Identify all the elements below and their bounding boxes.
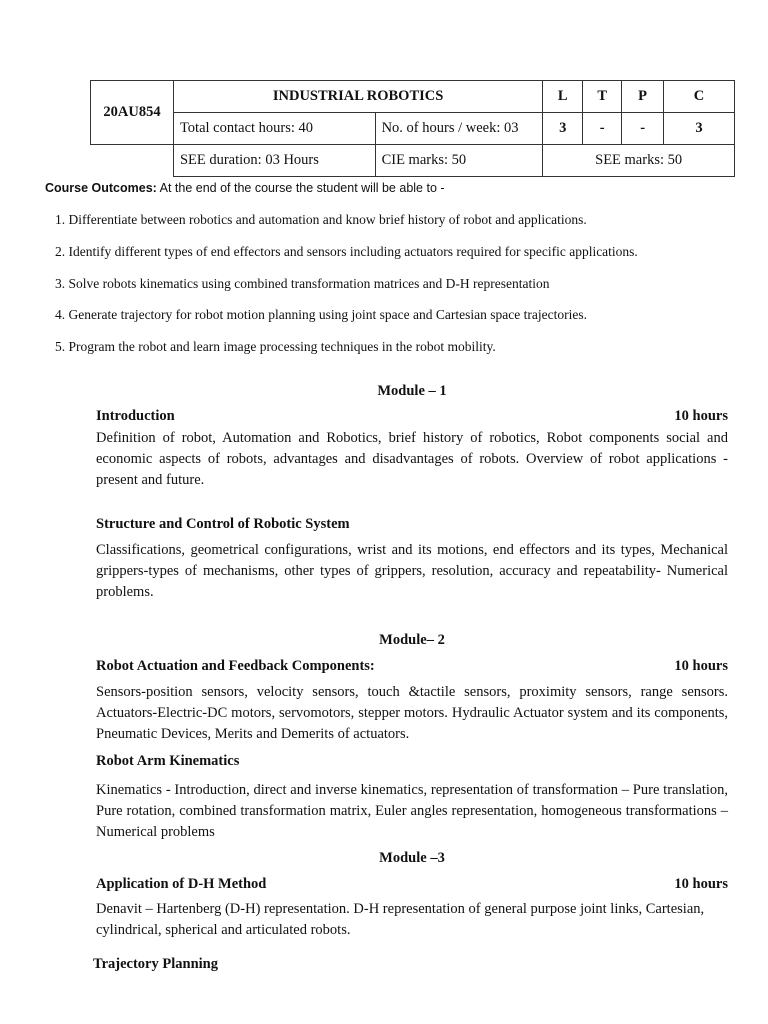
section-heading-dh-method bbox=[96, 876, 728, 893]
cie-marks: CIE marks: 50 bbox=[375, 145, 543, 177]
ltpc-header-c: C bbox=[664, 81, 735, 113]
section-heading-structure-control bbox=[96, 516, 728, 533]
module-2-title: Module– 2 bbox=[379, 632, 445, 648]
outcome-item: 3. Solve robots kinematics using combined transformation matrices and D-H representation bbox=[55, 276, 550, 291]
section-text-dh-method: Denavit – Hartenberg (D-H) representation. D-H representation of general purpose joint links, Cartesian, cylindrical, spherical and articulated robots. bbox=[96, 901, 705, 938]
see-duration: SEE duration: 03 Hours bbox=[173, 145, 375, 177]
section-hours: 10 hours bbox=[674, 408, 728, 424]
section-hours: 10 hours bbox=[674, 876, 728, 892]
section-title: Trajectory Planning bbox=[93, 956, 218, 972]
section-title: Structure and Control of Robotic System bbox=[96, 516, 350, 532]
section-title: Application of D-H Method bbox=[96, 876, 267, 892]
course-outcomes-intro bbox=[45, 181, 445, 195]
ltpc-value-t: - bbox=[583, 113, 622, 145]
module-1-title: Module – 1 bbox=[377, 383, 447, 399]
section-heading-introduction bbox=[96, 408, 728, 425]
see-marks: SEE marks: 50 bbox=[543, 145, 735, 177]
ltpc-value-c: 3 bbox=[664, 113, 735, 145]
course-info-table bbox=[90, 80, 735, 177]
ltpc-header-p: P bbox=[622, 81, 664, 113]
ltpc-value-l: 3 bbox=[543, 113, 583, 145]
course-outcomes-label: Course Outcomes: bbox=[45, 181, 157, 195]
total-contact-hours: Total contact hours: 40 bbox=[173, 113, 375, 145]
section-title: Robot Actuation and Feedback Components: bbox=[96, 658, 375, 674]
blank-cell bbox=[91, 145, 174, 177]
section-text-arm-kinematics: Kinematics - Introduction, direct and inverse kinematics, representation of transformation – Pure translation, Pure rotation, combined transformation matrix, Euler angles representation, homogeneous transformations – Numerical problems bbox=[96, 782, 728, 840]
section-heading-trajectory-planning bbox=[93, 956, 725, 973]
outcome-item: 5. Program the robot and learn image processing techniques in the robot mobility. bbox=[55, 339, 496, 354]
hours-per-week: No. of hours / week: 03 bbox=[375, 113, 543, 145]
module-3-title: Module –3 bbox=[379, 850, 445, 866]
section-hours: 10 hours bbox=[674, 658, 728, 674]
section-text-introduction: Definition of robot, Automation and Robotics, brief history of robotics, Robot components social and economic aspects of robots, advantages and disadvantages of robots. Overview of robot applications - present and future. bbox=[96, 430, 728, 488]
section-text-structure-control: Classifications, geometrical configurations, wrist and its motions, end effectors and its types, Mechanical grippers-types of mechanisms, other types of grippers, resolution, accuracy and repeatability- Numerical problems. bbox=[96, 542, 728, 600]
outcome-item: 1. Differentiate between robotics and automation and know brief history of robot and applications. bbox=[55, 212, 587, 227]
outcome-item: 4. Generate trajectory for robot motion planning using joint space and Cartesian space trajectories. bbox=[55, 307, 587, 322]
section-heading-actuation-feedback bbox=[96, 658, 728, 675]
ltpc-header-l: L bbox=[543, 81, 583, 113]
outcome-item: 2. Identify different types of end effectors and sensors including actuators required for specific applications. bbox=[55, 244, 638, 259]
section-heading-arm-kinematics bbox=[96, 753, 728, 770]
section-title: Robot Arm Kinematics bbox=[96, 753, 240, 769]
course-title: INDUSTRIAL ROBOTICS bbox=[173, 81, 542, 113]
course-code: 20AU854 bbox=[91, 81, 174, 145]
section-title: Introduction bbox=[96, 408, 175, 424]
section-text-actuation-feedback: Sensors-position sensors, velocity sensors, touch &tactile sensors, proximity sensors, range sensors. Actuators-Electric-DC motors, servomotors, stepper motors. Hydraulic Actuator system and its components, Pneumatic Devices, Merits and Demerits of actuators. bbox=[96, 684, 728, 742]
ltpc-header-t: T bbox=[583, 81, 622, 113]
course-outcomes-intro-text: At the end of the course the student will be able to - bbox=[156, 181, 445, 195]
ltpc-value-p: - bbox=[622, 113, 664, 145]
